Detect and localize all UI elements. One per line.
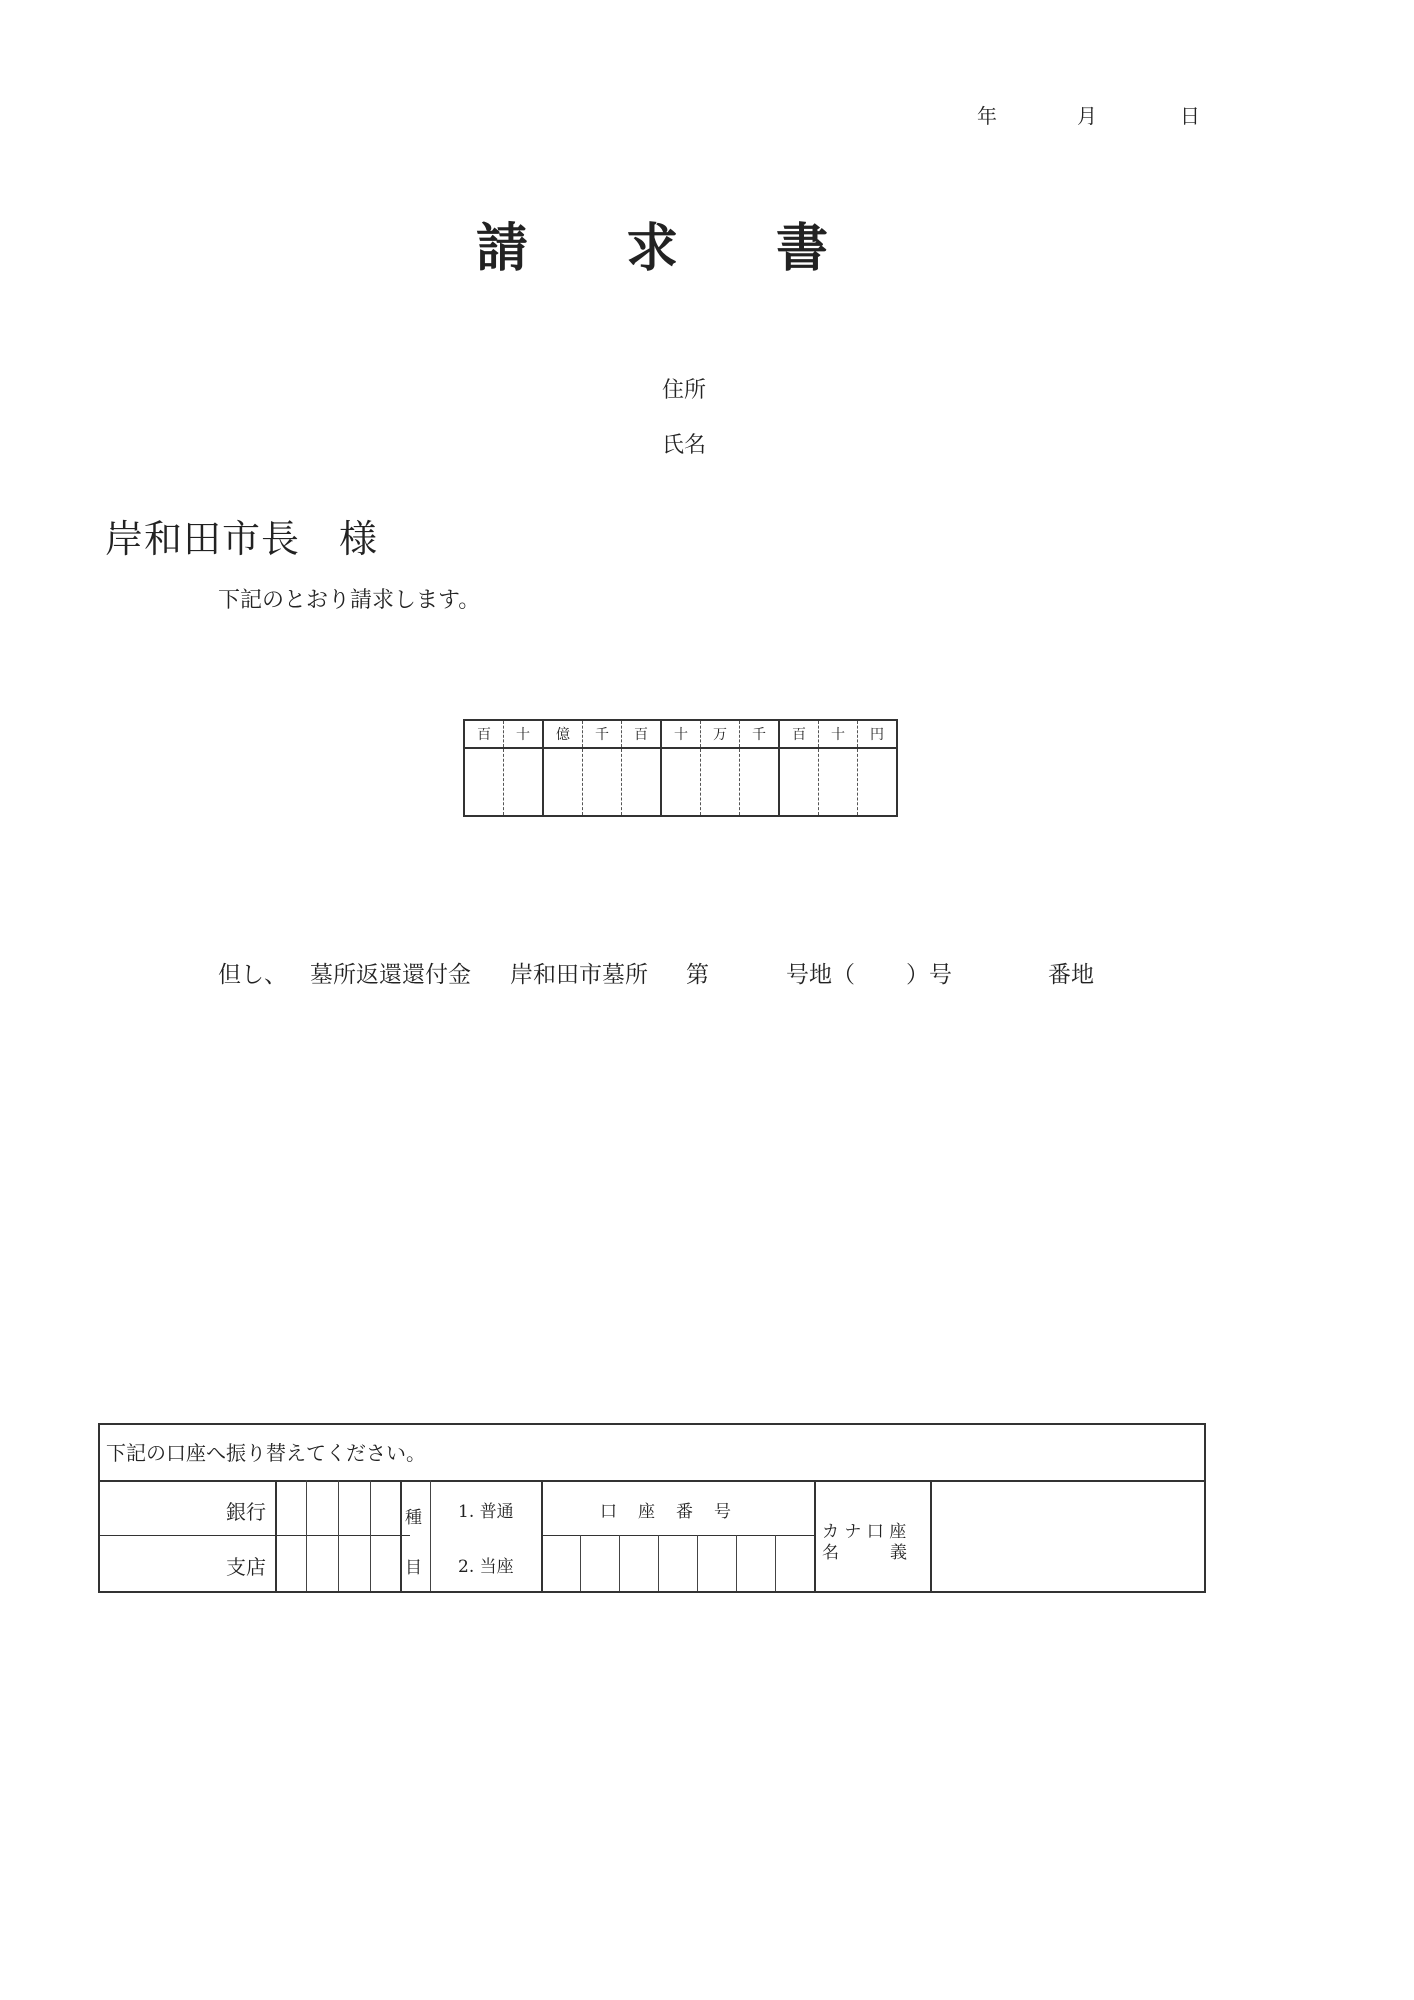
amount-digit-cell[interactable] [819,748,858,816]
holder-label-line1: カ ナ 口 座 [822,1522,907,1542]
purpose-no-prefix: 第 [686,962,709,988]
account-digit-divider [580,1535,581,1591]
title-char-3: 書 [776,218,829,279]
amount-grid [463,719,898,817]
amount-digit-cell[interactable] [543,748,583,816]
purpose-prefix: 但し、 [218,962,287,988]
code-cell-divider [370,1480,371,1591]
purpose-lot-label: 号地（ [786,962,855,988]
account-digit-divider [619,1535,620,1591]
amount-digit-header: 円 [858,720,898,748]
name-label: 氏名 [662,433,707,458]
amount-header-row [464,720,897,748]
amount-digit-cell[interactable] [583,748,622,816]
intro-text: 下記のとおり請求します。 [218,588,481,613]
amount-digit-cell[interactable] [701,748,740,816]
amount-digit-header: 十 [504,720,544,748]
amount-digit-header: 百 [464,720,504,748]
holder-name-field[interactable] [932,1482,1204,1591]
code-cell-divider [306,1480,307,1591]
amount-digit-header: 億 [543,720,583,748]
amount-digit-cell[interactable] [779,748,819,816]
purpose-item: 墓所返還還付金 [310,962,471,988]
account-digit-divider [775,1535,776,1591]
type-label-divider [430,1480,431,1591]
amount-digit-cell[interactable] [504,748,544,816]
code-column-divider [400,1480,402,1591]
amount-digit-cell[interactable] [464,748,504,816]
amount-digit-cell[interactable] [740,748,780,816]
amount-entry-row [464,748,897,816]
account-column-divider [814,1480,816,1591]
holder-label-line2: 名 義 [822,1543,907,1563]
date-day-label: 日 [1180,104,1200,128]
date-year-label: 年 [977,104,997,128]
amount-digit-cell[interactable] [858,748,898,816]
account-digit-divider [658,1535,659,1591]
amount-digit-header: 千 [583,720,622,748]
addressee: 岸和田市長 様 [105,517,379,561]
purpose-address-suffix: 番地 [1048,962,1094,988]
code-cell-divider [338,1480,339,1591]
date-month-label: 月 [1077,104,1097,128]
bank-branch-divider [100,1535,275,1536]
bank-label: 銀行 [226,1500,266,1524]
amount-digit-cell[interactable] [622,748,662,816]
purpose-paren-close: ）号 [906,962,952,988]
amount-digit-header: 百 [779,720,819,748]
type-option-ordinary[interactable]: 1. 普通 [458,1502,514,1522]
account-number-divider [541,1535,814,1536]
type-label-top: 種 [405,1508,422,1528]
bank-section-header: 下記の口座へ振り替えてください。 [106,1441,426,1465]
type-label-bottom: 目 [405,1558,422,1578]
account-digit-divider [697,1535,698,1591]
amount-digit-header: 十 [819,720,858,748]
type-column-divider [541,1480,543,1591]
title-char-2: 求 [626,218,679,279]
address-label: 住所 [662,378,707,403]
bank-transfer-box [98,1423,1206,1593]
amount-digit-header: 万 [701,720,740,748]
amount-digit-header: 十 [661,720,701,748]
type-option-current[interactable]: 2. 当座 [458,1557,514,1577]
amount-digit-header: 千 [740,720,780,748]
title-char-1: 請 [476,218,529,279]
label-column-divider [275,1480,277,1591]
account-digit-divider [736,1535,737,1591]
branch-label: 支店 [226,1555,266,1579]
bank-code-divider [275,1535,410,1536]
amount-digit-cell[interactable] [661,748,701,816]
purpose-location: 岸和田市墓所 [510,962,648,988]
account-number-label: 口 座 番 号 [600,1502,733,1522]
amount-digit-header: 百 [622,720,662,748]
